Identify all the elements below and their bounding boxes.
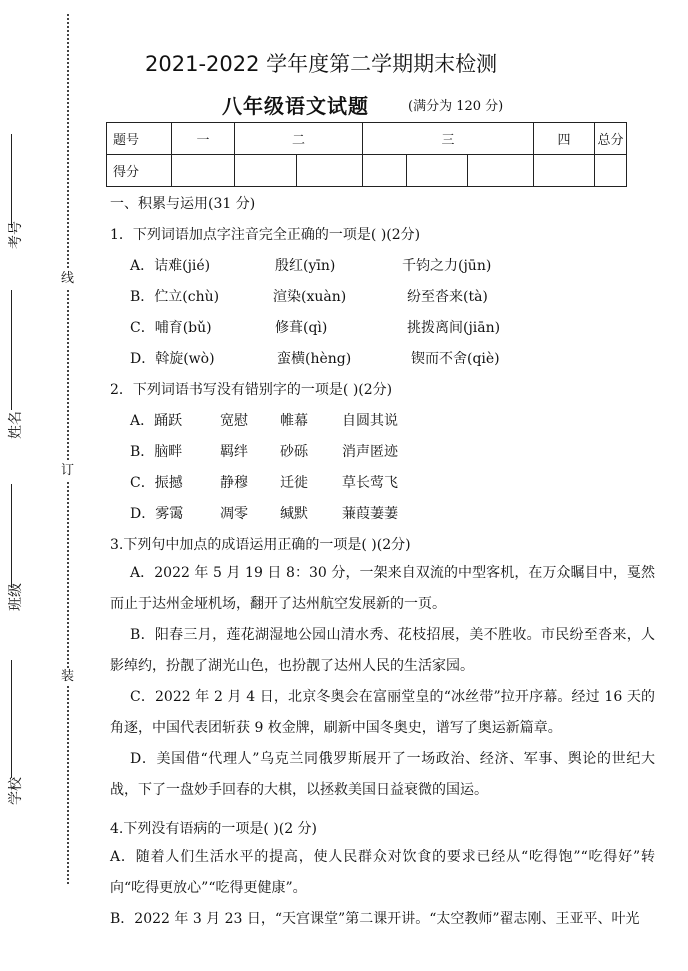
header-cell-1: 一 bbox=[172, 123, 235, 155]
q2-option-d-word3: 缄默 bbox=[280, 506, 308, 522]
q2-option-d-word2: 凋零 bbox=[220, 506, 248, 522]
q1-option-b-word2: 渲染(xuàn) bbox=[273, 289, 347, 305]
q1-option-a-word2: 殷红(yīn) bbox=[275, 258, 336, 274]
binding-dotted-line bbox=[67, 14, 69, 884]
exam-number-line bbox=[11, 134, 12, 228]
score-cell[interactable] bbox=[534, 155, 595, 187]
name-label: 姓名 bbox=[8, 411, 24, 439]
q1-option-d-word2: 蛮横(hèng) bbox=[277, 351, 352, 367]
q1-option-d-word3: 锲而不舍(qiè) bbox=[411, 351, 500, 367]
school-line bbox=[11, 660, 12, 778]
q2-option-a: A．踊跃 bbox=[130, 413, 183, 429]
q4-option-a: A．随着人们生活水平的提高，使人民群众对饮食的要求已经从“吃得饱”“吃得好”转向“吃得更放心”“吃得更健康”。 bbox=[110, 849, 655, 896]
score-cell[interactable] bbox=[407, 155, 468, 187]
q1-option-d: D．斡旋(wò) bbox=[130, 351, 215, 367]
class-line bbox=[11, 484, 12, 588]
class-label: 班级 bbox=[8, 583, 24, 611]
q4-option-b: B．2022 年 3 月 23 日，“天宫课堂”第二课开讲。“太空教师”翟志刚、王亚平、叶光 bbox=[110, 911, 640, 927]
question-3-stem: 3.下列句中加点的成语运用正确的一项是( )(2分) bbox=[110, 537, 411, 553]
q3-option-b: B．阳春三月，莲花湖湿地公园山清水秀、花枝招展，美不胜收。市民纷至沓来，人影绰约，扮靓了湖光山色，也扮靓了达州人民的生活家园。 bbox=[110, 627, 655, 674]
score-cell[interactable] bbox=[363, 155, 407, 187]
q2-option-a-word2: 宽慰 bbox=[220, 413, 248, 429]
q2-option-a-word3: 帷幕 bbox=[280, 413, 308, 429]
q2-option-c-word2: 静穆 bbox=[220, 475, 248, 491]
q1-option-a: A．诘难(jié) bbox=[130, 258, 211, 274]
q2-option-b-word2: 羁绊 bbox=[220, 444, 248, 460]
score-cell[interactable] bbox=[235, 155, 297, 187]
section-title: 一、积累与运用(31 分) bbox=[110, 196, 256, 212]
q2-option-b-word4: 消声匿迹 bbox=[342, 444, 398, 460]
school-label: 学校 bbox=[8, 777, 24, 805]
score-note: (满分为 120 分) bbox=[408, 99, 504, 114]
q2-option-c-word3: 迁徙 bbox=[280, 475, 308, 491]
q3-option-a: A．2022 年 5 月 19 日 8：30 分，一架来自双流的中型客机，在万众瞩目中，戛然而止于达州金垭机场，翻开了达州航空发展新的一页。 bbox=[110, 565, 655, 612]
score-cell[interactable] bbox=[297, 155, 363, 187]
seal-char-zhuang: 装 bbox=[61, 669, 75, 684]
score-table bbox=[106, 122, 627, 187]
binding-margin bbox=[0, 0, 100, 971]
q3-option-d: D．美国借“代理人”乌克兰同俄罗斯展开了一场政治、经济、军事、舆论的世纪大战，下了一盘妙手回春的大棋，以拯救美国日益衰微的国运。 bbox=[110, 751, 655, 798]
q2-option-a-word4: 自圆其说 bbox=[342, 413, 398, 429]
question-1-stem: 1．下列词语加点字注音完全正确的一项是( )(2分) bbox=[110, 227, 421, 243]
seal-char-ding: 订 bbox=[61, 463, 75, 478]
score-table-header-row bbox=[107, 123, 627, 155]
q1-option-c: C．哺育(bǔ) bbox=[130, 320, 212, 336]
header-cell-total: 总分 bbox=[595, 123, 627, 155]
q1-option-c-word3: 挑拨离间(jiān) bbox=[407, 320, 501, 336]
seal-char-xian: 线 bbox=[61, 271, 75, 286]
q2-option-c: C．振撼 bbox=[130, 475, 183, 491]
score-cell[interactable] bbox=[172, 155, 235, 187]
score-cell[interactable] bbox=[595, 155, 627, 187]
name-line bbox=[11, 290, 12, 410]
q2-option-b: B．脑畔 bbox=[130, 444, 183, 460]
q2-option-c-word4: 草长莺飞 bbox=[342, 475, 398, 491]
q1-option-b-word3: 纷至沓来(tà) bbox=[407, 289, 488, 305]
q1-option-c-word2: 修葺(qì) bbox=[275, 320, 328, 336]
score-table-score-row bbox=[107, 155, 627, 187]
q3-option-c: C．2022 年 2 月 4 日，北京冬奥会在富丽堂皇的“冰丝带”拉开序幕。经过 16 天的角逐，中国代表团斩获 9 枚金牌，刷新中国冬奥史，谱写了奥运新篇章。 bbox=[110, 689, 655, 736]
header-cell-4: 四 bbox=[534, 123, 595, 155]
header-cell-3: 三 bbox=[363, 123, 534, 155]
header-cell-2: 二 bbox=[235, 123, 363, 155]
q1-option-a-word3: 千钧之力(jūn) bbox=[402, 258, 492, 274]
question-4-stem: 4.下列没有语病的一项是( )(2 分) bbox=[110, 821, 318, 837]
score-cell[interactable] bbox=[468, 155, 534, 187]
score-row-label: 得分 bbox=[107, 155, 172, 187]
exam-title: 2021-2022 学年度第二学期期末检测 bbox=[145, 52, 498, 76]
q1-option-b: B．伫立(chù) bbox=[130, 289, 220, 305]
q2-option-d-word4: 蒹葭萋萋 bbox=[342, 506, 398, 522]
q2-option-d: D．雾霭 bbox=[130, 506, 184, 522]
q2-option-b-word3: 砂砾 bbox=[280, 444, 308, 460]
exam-number-label: 考号 bbox=[8, 221, 24, 249]
header-cell-question: 题号 bbox=[107, 123, 172, 155]
exam-subtitle: 八年级语文试题 bbox=[222, 94, 369, 118]
question-2-stem: 2．下列词语书写没有错别字的一项是( )(2分) bbox=[110, 382, 393, 398]
